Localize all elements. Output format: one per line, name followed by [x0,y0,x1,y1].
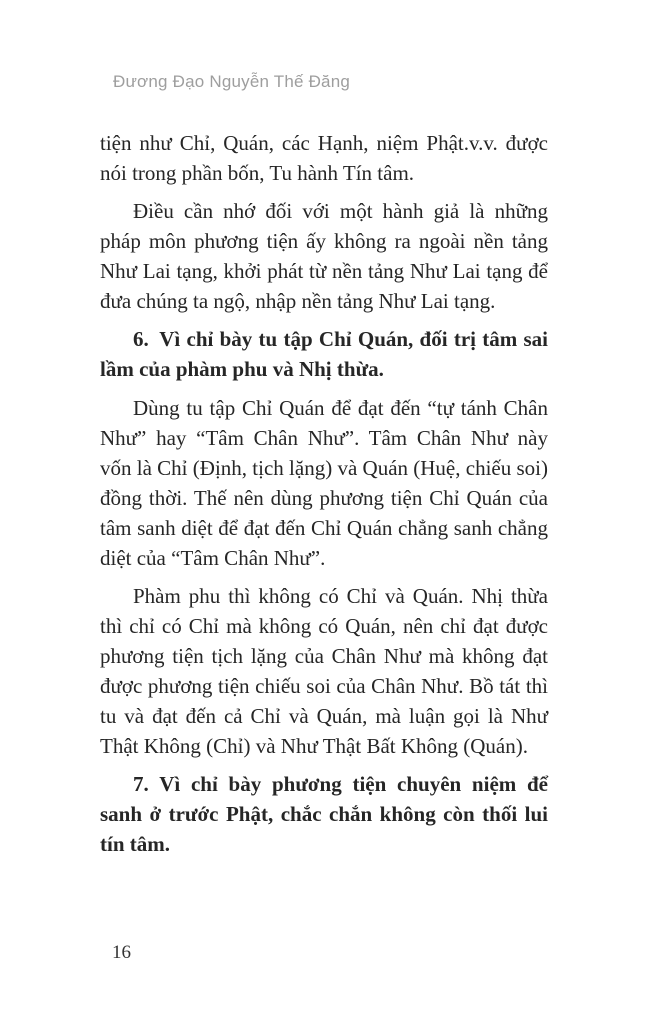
running-header-author: Đương Đạo Nguyễn Thế Đăng [113,72,351,91]
section-heading-7: 7. Vì chỉ bày phương tiện chuyên niệm để sanh ở trước Phật, chắc chắn không còn thối lui tín tâm. [100,772,548,856]
paragraph: Điều cần nhớ đối với một hành giả là những pháp môn phương tiện ấy không ra ngoài nền tảng Như Lai tạng, khởi phát từ nền tảng Như Lai tạng để đưa chúng ta ngộ, nhập nền tảng Như Lai tạng. [100,199,548,313]
section-heading-6: 6. Vì chỉ bày tu tập Chỉ Quán, đối trị tâm sai lầm của phàm phu và Nhị thừa. [100,327,548,381]
paragraph-continuation: tiện như Chỉ, Quán, các Hạnh, niệm Phật.v.v. được nói trong phần bốn, Tu hành Tín tâm. [100,131,548,185]
page-body [100,128,548,868]
paragraph: Phàm phu thì không có Chỉ và Quán. Nhị thừa thì chỉ có Chỉ mà không có Quán, nên chỉ đạt được phương tiện tịch lặng của Chân Như mà không đạt được phương tiện chiếu soi của Chân Như. Bồ tát thì tu và đạt đến cả Chỉ và Quán, mà luận gọi là Như Thật Không (Chỉ) và Như Thật Bất Không (Quán). [100,584,548,758]
paragraph: Dùng tu tập Chỉ Quán để đạt đến “tự tánh Chân Như” hay “Tâm Chân Như”. Tâm Chân Như này vốn là Chỉ (Định, tịch lặng) và Quán (Huệ, chiếu soi) đồng thời. Thế nên dùng phương tiện Chỉ Quán của tâm sanh diệt để đạt đến Chỉ Quán chẳng sanh chẳng diệt của “Tâm Chân Như”. [100,396,548,570]
page-number: 16 [112,942,131,963]
